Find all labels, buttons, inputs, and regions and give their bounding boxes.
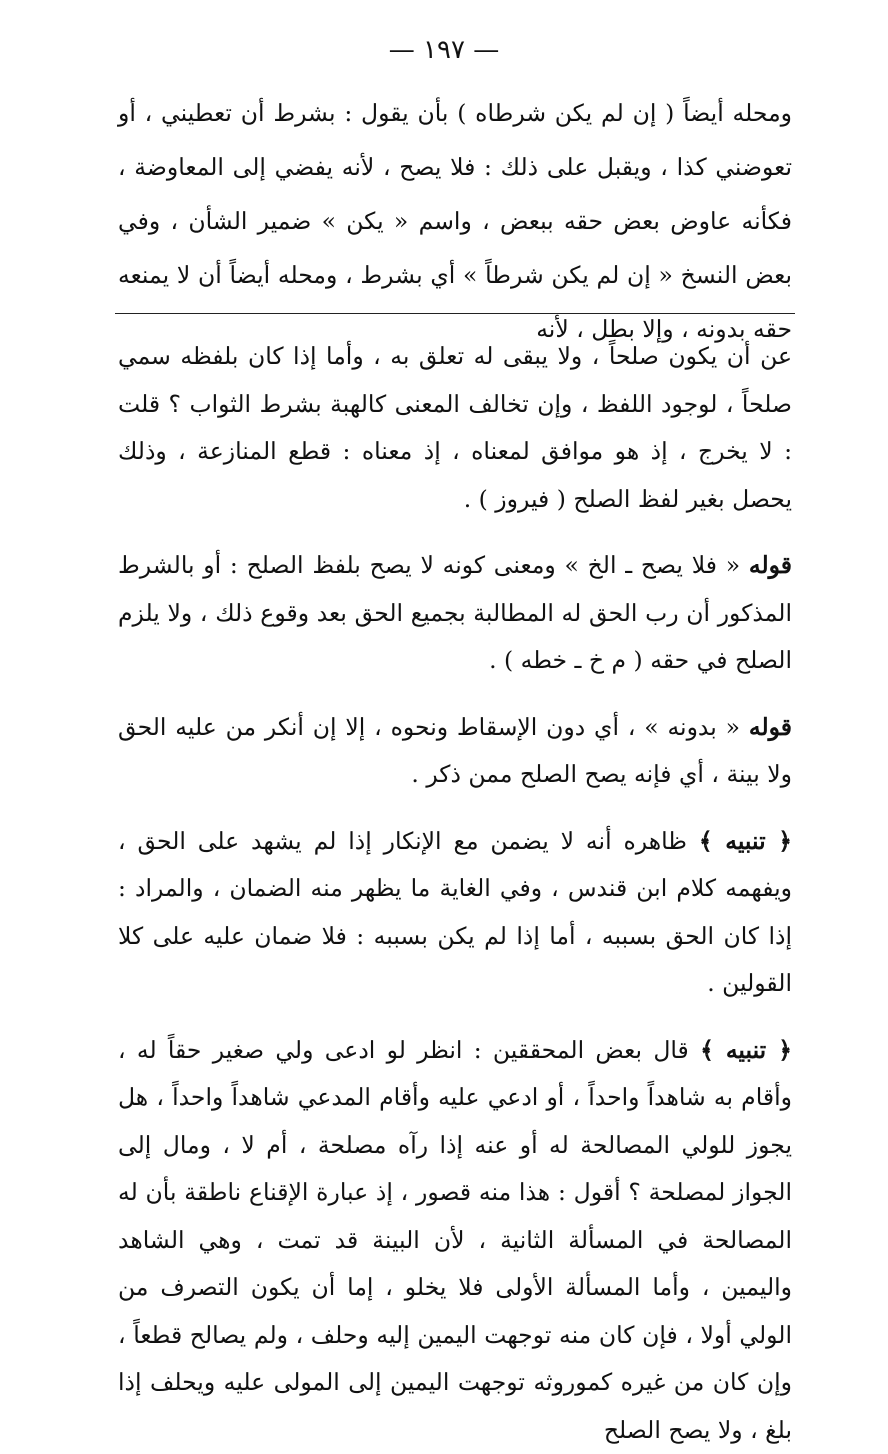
footnote-lead: قوله (749, 551, 792, 579)
footnote-paragraph (118, 1027, 792, 1454)
footnote-text: عن أن يكون صلحاً ، ولا يبقى له تعلق به ، وأما إذا كان بلفظه سمي صلحاً ، لوجود اللفظ ، وإن تخالف المعنى كالهبة بشرط الثواب ؟ قلت : لا يخرج ، إذ هو موافق لمعناه ، إذ معناه : قطع المنازعة ، وذلك يحصل بغير لفظ الصلح ( فيروز ) . (118, 342, 792, 513)
main-text (118, 86, 792, 356)
footnote-text: « بدونه » ، أي دون الإسقاط ونحوه ، إلا إن أنكر من عليه الحق ولا بينة ، أي فإنه يصح الصلح ممن ذكر . (118, 713, 792, 789)
footnote-text: « فلا يصح ـ الخ » ومعنى كونه لا يصح بلفظ الصلح : أو بالشرط المذكور أن رب الحق له المطالبة بجميع الحق بعد وقوع ذلك ، ولا يلزم الصلح في حقه ( م خ ـ خطه ) . (118, 551, 792, 674)
footnote-lead: ﴿ تنبيه ﴾ (699, 827, 792, 855)
footnote-paragraph (118, 704, 792, 799)
footnote-paragraph (118, 333, 792, 523)
footnote-paragraph (118, 818, 792, 1008)
footnote-divider (115, 313, 795, 314)
footnote-lead: قوله (749, 713, 792, 741)
footnote-text: قال بعض المحققين : انظر لو ادعى ولي صغير حقاً له ، وأقام به شاهداً واحداً ، أو ادعي عليه وأقام المدعي شاهداً واحداً ، هل يجوز للولي المصالحة له أو عنه إذا رآه مصلحة ، أم لا ، ومال إلى الجواز لمصلحة ؟ أقول : هذا منه قصور ، إذ عبارة الإقناع ناطقة بأن له المصالحة في المسألة الثانية ، لأن البينة قد تمت ، وهي الشاهد واليمين ، وأما المسألة الأولى فلا يخلو ، إما أن يكون التصرف من الولي أولا ، فإن كان منه توجهت اليمين إليه وحلف ، ولم يصالح قطعاً ، وإن كان من غيره كموروثه توجهت اليمين إلى المولى عليه ويحلف إذا بلغ ، ولا يصح الصلح (118, 1036, 792, 1444)
footnotes (118, 333, 792, 1454)
footnote-text: ظاهره أنه لا يضمن مع الإنكار إذا لم يشهد على الحق ، ويفهمه كلام ابن قندس ، وفي الغاية ما يظهر منه الضمان ، والمراد : إذا كان الحق بسببه ، أما إذا لم يكن بسببه : فلا ضمان عليه على كلا القولين . (118, 827, 792, 998)
footnote-paragraph (118, 542, 792, 685)
page-number: — ١٩٧ — (0, 30, 888, 70)
main-paragraph: ومحله أيضاً ( إن لم يكن شرطاه ) بأن يقول : بشرط أن تعطيني ، أو تعوضني كذا ، ويقبل على ذلك : فلا يصح ، لأنه يفضي إلى المعاوضة ، فكأنه عاوض بعض حقه ببعض ، واسم « يكن » ضمير الشأن ، وفي بعض النسخ « إن لم يكن شرطاً » أي بشرط ، ومحله أيضاً أن لا يمنعه حقه بدونه ، وإلا بطل ، لأنه (118, 86, 792, 356)
footnote-lead: ﴿ تنبيه ﴾ (700, 1036, 792, 1064)
